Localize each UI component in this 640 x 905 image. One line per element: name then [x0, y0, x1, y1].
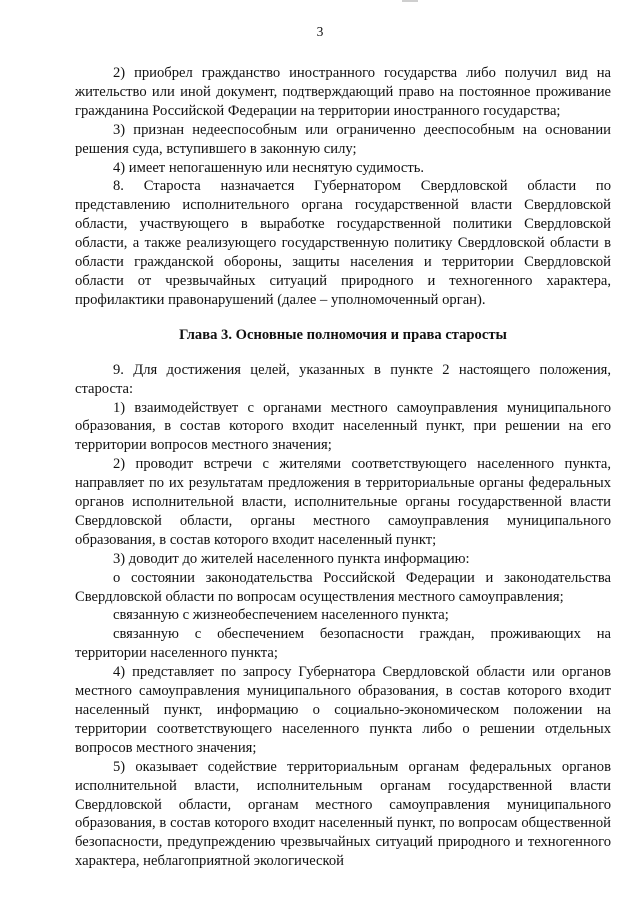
paragraph-9-3-legislation: о состоянии законодательства Российской Федерации и законодательства Свердловской области по вопросам осуществления местного самоуправления; — [75, 569, 611, 605]
paragraph-9-5-assistance: 5) оказывает содействие территориальным органам федеральных органов исполнительной власти, исполнительным органам государственной власти Свердловской области, органам местного самоуправления муниципального образования, в состав которого входит населенный пункт, по вопросам общественной безопасности, предупреждению чрезвычайных ситуаций природного и техногенного характера, неблагоприятной экологической — [75, 758, 611, 870]
scan-mark — [402, 0, 418, 2]
paragraph-9-3-information: 3) доводит до жителей населенного пункта информацию: — [113, 550, 470, 567]
paragraph-9-2-meetings: 2) проводит встречи с жителями соответствующего населенного пункта, направляет по их результатам предложения в территориальные органы федеральных органов исполнительной власти, исполнительные органы государственной власти Свердловской области, органы местного самоуправления муниципального образования, в состав которого входит населенный пункт; — [75, 456, 611, 548]
paragraph-8-appointment: 8. Староста назначается Губернатором Свердловской области по представлению исполнительного органа государственной власти Свердловской области, участвующего в выработке государственной политики Свердловской области, а также реализующего государственную политику Свердловской области в области гражданской обороны, защиты населения и территории Свердловской области от чрезвычайных ситуаций природного и техногенного характера, профилактики правонарушений (далее – уполномоченный орган). — [75, 178, 611, 308]
paragraph-9-1-interaction: 1) взаимодействует с органами местного самоуправления муниципального образования, в состав которого входит населенный пункт, при решении на его территории вопросов местного значения; — [75, 399, 611, 454]
paragraph-9-3-safety: связанную с обеспечением безопасности граждан, проживающих на территории населенного пункта; — [75, 626, 611, 662]
paragraph-4-conviction: 4) имеет непогашенную или неснятую судимость. — [113, 159, 425, 176]
paragraph-9-3-life-support: связанную с жизнеобеспечением населенного пункта; — [113, 607, 449, 624]
paragraph-9-4-report: 4) представляет по запросу Губернатора Свердловской области или органов местного самоуправления муниципального образования, в состав которого входит населенный пункт, информацию о социально-экономическом положении на территории соответствующего населенного пункта либо о решении отдельных вопросов местного значения; — [75, 664, 611, 756]
paragraph-2-citizenship: 2) приобрел гражданство иностранного государства либо получил вид на жительство или иной документ, подтверждающий право на постоянное проживание гражданина Российской Федерации на территории иностранного государства; — [75, 65, 611, 119]
paragraph-9-intro: 9. Для достижения целей, указанных в пункте 2 настоящего положения, староста: — [75, 361, 611, 397]
chapter-title: Глава 3. Основные полномочия и права старосты — [179, 326, 507, 343]
document-body — [75, 64, 611, 871]
page-number: 3 — [316, 24, 324, 39]
paragraph-3-incapacity: 3) признан недееспособным или ограниченно дееспособным на основании решения суда, вступившего в законную силу; — [75, 121, 611, 157]
